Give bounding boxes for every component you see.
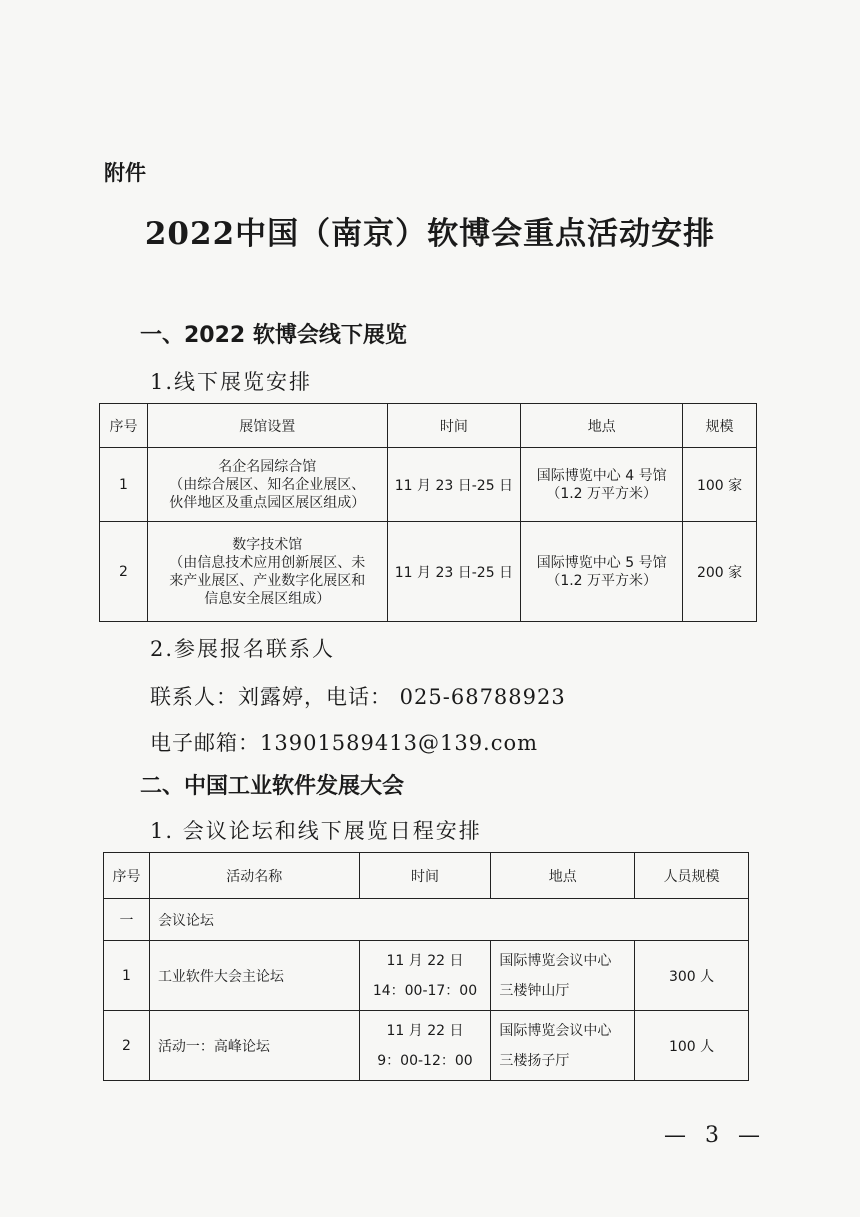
header-cell: 活动名称: [149, 853, 359, 899]
scale-cell: 100 家: [683, 448, 757, 522]
group-label: 会议论坛: [149, 899, 748, 941]
header-cell: 地点: [491, 853, 635, 899]
hall-line: 名企名园综合馆: [218, 458, 317, 475]
hall-line: 信息安全展区组成）: [204, 590, 331, 607]
table-row: [104, 1011, 749, 1081]
activity-name: 工业软件大会主论坛: [149, 941, 359, 1011]
table-row: [100, 522, 757, 622]
time-line: 9：00-12：00: [377, 1052, 473, 1069]
place-cell: [491, 1011, 635, 1081]
place-line: 三楼扬子厅: [499, 1052, 570, 1069]
table-header-row: [100, 404, 757, 448]
header-cell: 序号: [100, 404, 148, 448]
time-line: 11 月 22 日: [386, 952, 464, 969]
hall-line: 伙伴地区及重点园区展区组成）: [169, 494, 366, 511]
time-cell: [359, 1011, 491, 1081]
hall-cell: [147, 522, 387, 622]
contact-line: 联系人：刘露婷，电话： 025-68788923: [150, 685, 566, 709]
group-row: [104, 899, 749, 941]
hall-line: 来产业展区、产业数字化展区和: [169, 572, 366, 589]
section1-heading: 一、2022 软博会线下展览: [140, 323, 407, 348]
place-line: （1.2 万平方米）: [546, 485, 658, 502]
email-line: 电子邮箱：13901589413@139.com: [150, 731, 539, 755]
time-cell: 11 月 23 日-25 日: [387, 448, 521, 522]
place-line: 国际博览会议中心: [499, 952, 612, 969]
time-line: 11 月 22 日: [386, 1022, 464, 1039]
page-title: 2022中国（南京）软博会重点活动安排: [144, 216, 716, 252]
section2-heading: 二、中国工业软件发展大会: [140, 774, 405, 799]
header-cell: 规模: [683, 404, 757, 448]
hall-cell: [147, 448, 387, 522]
section1-sub1: 1.线下展览安排: [150, 370, 313, 394]
scale-cell: 300 人: [635, 941, 749, 1011]
header-cell: 展馆设置: [147, 404, 387, 448]
table-row: [100, 448, 757, 522]
header-cell: 时间: [387, 404, 521, 448]
section2-sub1: 1. 会议论坛和线下展览日程安排: [150, 819, 482, 843]
time-cell: [359, 941, 491, 1011]
schedule-table: [103, 852, 749, 1081]
place-cell: [521, 522, 683, 622]
place-line: （1.2 万平方米）: [546, 572, 658, 589]
place-cell: [491, 941, 635, 1011]
row-number: 1: [104, 941, 150, 1011]
header-cell: 时间: [359, 853, 491, 899]
place-line: 国际博览会议中心: [499, 1022, 612, 1039]
header-cell: 序号: [104, 853, 150, 899]
section1-sub2: 2.参展报名联系人: [150, 637, 336, 661]
activity-name: 活动一：高峰论坛: [149, 1011, 359, 1081]
row-number: 2: [104, 1011, 150, 1081]
table-header-row: [104, 853, 749, 899]
scale-cell: 200 家: [683, 522, 757, 622]
page-number: — 3 —: [664, 1123, 766, 1148]
hall-line: （由信息技术应用创新展区、未: [169, 554, 366, 571]
header-cell: 人员规模: [635, 853, 749, 899]
exhibition-table: [99, 403, 757, 622]
hall-line: （由综合展区、知名企业展区、: [169, 476, 366, 493]
scale-cell: 100 人: [635, 1011, 749, 1081]
time-cell: 11 月 23 日-25 日: [387, 522, 521, 622]
header-cell: 地点: [521, 404, 683, 448]
time-line: 14：00-17：00: [372, 982, 478, 999]
attachment-label: 附件: [104, 161, 146, 185]
place-line: 三楼钟山厅: [499, 982, 570, 999]
place-line: 国际博览中心 4 号馆: [536, 467, 667, 484]
row-number: 1: [100, 448, 148, 522]
place-line: 国际博览中心 5 号馆: [536, 554, 667, 571]
group-number: 一: [104, 899, 150, 941]
row-number: 2: [100, 522, 148, 622]
hall-line: 数字技术馆: [232, 536, 303, 553]
table-row: [104, 941, 749, 1011]
place-cell: [521, 448, 683, 522]
